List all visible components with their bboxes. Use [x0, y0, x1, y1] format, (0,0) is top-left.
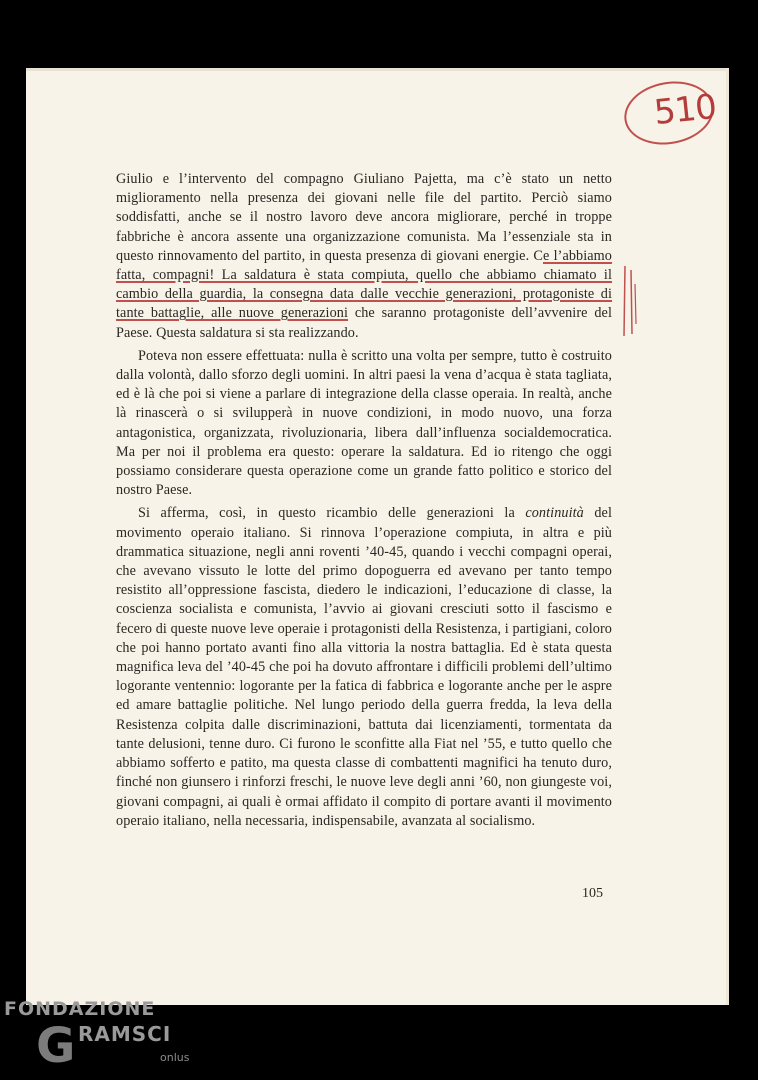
fondazione-gramsci-watermark: [4, 996, 204, 1076]
document-page: [26, 68, 729, 1005]
margin-bracket-mark: [622, 264, 638, 338]
page-right-edge: [726, 68, 729, 1005]
italic-word: continuità: [525, 505, 584, 522]
page-top-edge: [26, 68, 729, 71]
paragraph-3: Si afferma, così, in questo ricambio delle generazioni la continuità del movimento operaio italiano. Si rinnova l’operazione compiuta, in altra e più drammatica situazione, negli anni roventi ’40-45, quando i vecchi compagni operai, che avevano vissuto le lotte del primo dopoguerra ed avevano per tanto tempo resistito all’oppressione fascista, diedero le indicazioni, l’educazione di classe, la coscienza socialista e comunista, l’avvio ai giovani cresciuti sotto il fascismo e fecero di queste nuove leve operaie i protagonisti della Resistenza, i partigiani, coloro che poi hanno portato avanti fino alla vittoria la nostra battaglia. Ed è stata questa magnifica leva del ’40-45 che poi ha dovuto affrontare i difficili problemi dell’ultimo logorante ventennio: logorante per la fatica di fabbrica e logorante anche per le aspre ed amare battaglie politiche. Nel lungo periodo della guerra fredda, la leva della Resistenza colpita dalle discriminazioni, battuta dai licenziamenti, tormentata da tante delusioni, tenne duro. Ci furono le sconfitte alla Fiat nel ’55, e tutto quello che abbiamo sofferto e patito, ma questa classe di combattenti magnifici ha tenuto duro, finché non giunsero i rinforzi freschi, le nuove leve degli anni ’60, non giungeste voi, giovani compagni, ai quali è ormai affidato il compito di portare avanti il movimento operaio italiano, nella necessaria, indispensabile, avanzata al socialismo.: [116, 505, 612, 829]
handwritten-page-number: 510: [652, 86, 718, 134]
watermark-line1: FONDAZIONE: [4, 998, 156, 1020]
watermark-line2: RAMSCI: [78, 1022, 172, 1046]
watermark-suffix: onlus: [160, 1051, 190, 1064]
page-number: 105: [582, 886, 603, 901]
watermark-initial: G: [36, 1018, 76, 1074]
underlined-passage: e l’abbiamo fatta, compagni! La saldatura è stata compiuta, quello che abbiamo chiamato il cambio della guardia, la consegna data dalle vecchie generazioni, protagoniste di tante battaglie, alle nuove generazioni: [116, 247, 612, 322]
paragraph-2: Poteva non essere effettuata: nulla è scritto una volta per sempre, tutto è costruito dalla volontà, dallo sforzo degli uomini. In altri paesi la vena d’acqua è stata tagliata, ed è là che poi si viene a parlare di integrazione della classe operaia. In realtà, anche là rinascerà o si svilupperà in nuove condizioni, in modo nuovo, una forza antagonistica, organizzata, rivoluzionaria, libera dall’influenza socialdemocratica. Ma per noi il problema era questo: operare la saldatura. Ed io ritengo che oggi possiamo considerare questa operazione come un grande fatto politico e storico del nostro Paese.: [116, 347, 612, 499]
paragraph-1: Giulio e l’intervento del compagno Giuliano Pajetta, ma c’è stato un netto miglioramento nella presenza dei giovani nelle file del partito. Perciò siamo soddisfatti, anche se il nostro lavoro deve ancora migliorare, perché in troppe fabbriche è ancora assente una organizzazione comunista. Ma l’essenziale sta in questo rinnovamento del partito, in questa presenza di giovani energie. Ce l’abbiamo fatta, compagni! La saldatura è stata compiuta, quello che abbiamo chiamato il cambio della guardia, la consegna data dalle vecchie generazioni, protagoniste di tante battaglie, alle nuove generazioni che saranno protagoniste dell’avvenire del Paese. Questa saldatura si sta realizzando.: [116, 171, 612, 341]
body-text: [116, 170, 612, 831]
